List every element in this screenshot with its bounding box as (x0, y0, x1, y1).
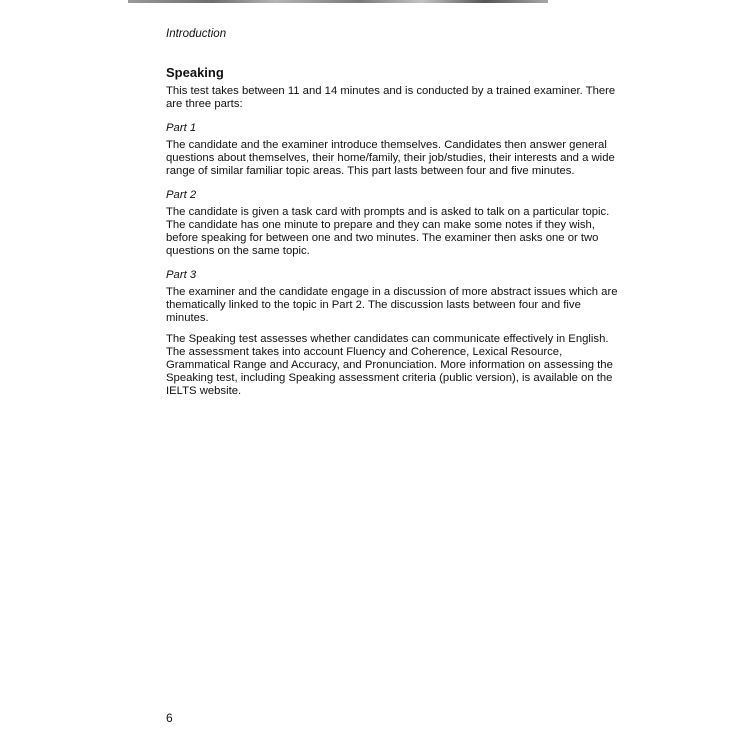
part-2-text: The candidate is given a task card with prompts and is asked to talk on a particular topic. The candidate has one minute to prepare and they can make some notes if they wish, before speaking for between one and two minutes. The examiner then asks one or two questions on the same topic. (166, 206, 610, 257)
part-block-3 (166, 269, 626, 325)
page-number: 6 (166, 711, 173, 725)
section-intro: This test takes between 11 and 14 minutes and is conducted by a trained examiner. There are three parts: (166, 85, 616, 110)
part-block-1 (166, 122, 626, 178)
part-2-label: Part 2 (166, 189, 197, 201)
scan-edge-strip (128, 0, 548, 3)
part-3-text: The examiner and the candidate engage in a discussion of more abstract issues which are thematically linked to the topic in Part 2. The discussion lasts between four and five minutes. (166, 286, 618, 324)
closing-paragraph: The Speaking test assesses whether candidates can communicate effectively in English. The assessment takes into account Fluency and Coherence, Lexical Resource, Grammatical Range and Accuracy, and Pronunciation. More information on assessing the Speaking test, including Speaking assessment criteria (public version), is available on the IELTS website. (166, 333, 613, 397)
running-header: Introduction (166, 28, 227, 40)
part-3-label: Part 3 (166, 269, 197, 281)
part-1-label: Part 1 (166, 122, 197, 134)
section-title: Speaking (166, 65, 224, 80)
part-1-text: The candidate and the examiner introduce themselves. Candidates then answer general questions about themselves, their home/family, their job/studies, their interests and a wide range of similar familiar topic areas. This part lasts between four and five minutes. (166, 139, 615, 177)
page-content (166, 28, 626, 398)
part-block-2 (166, 189, 626, 258)
